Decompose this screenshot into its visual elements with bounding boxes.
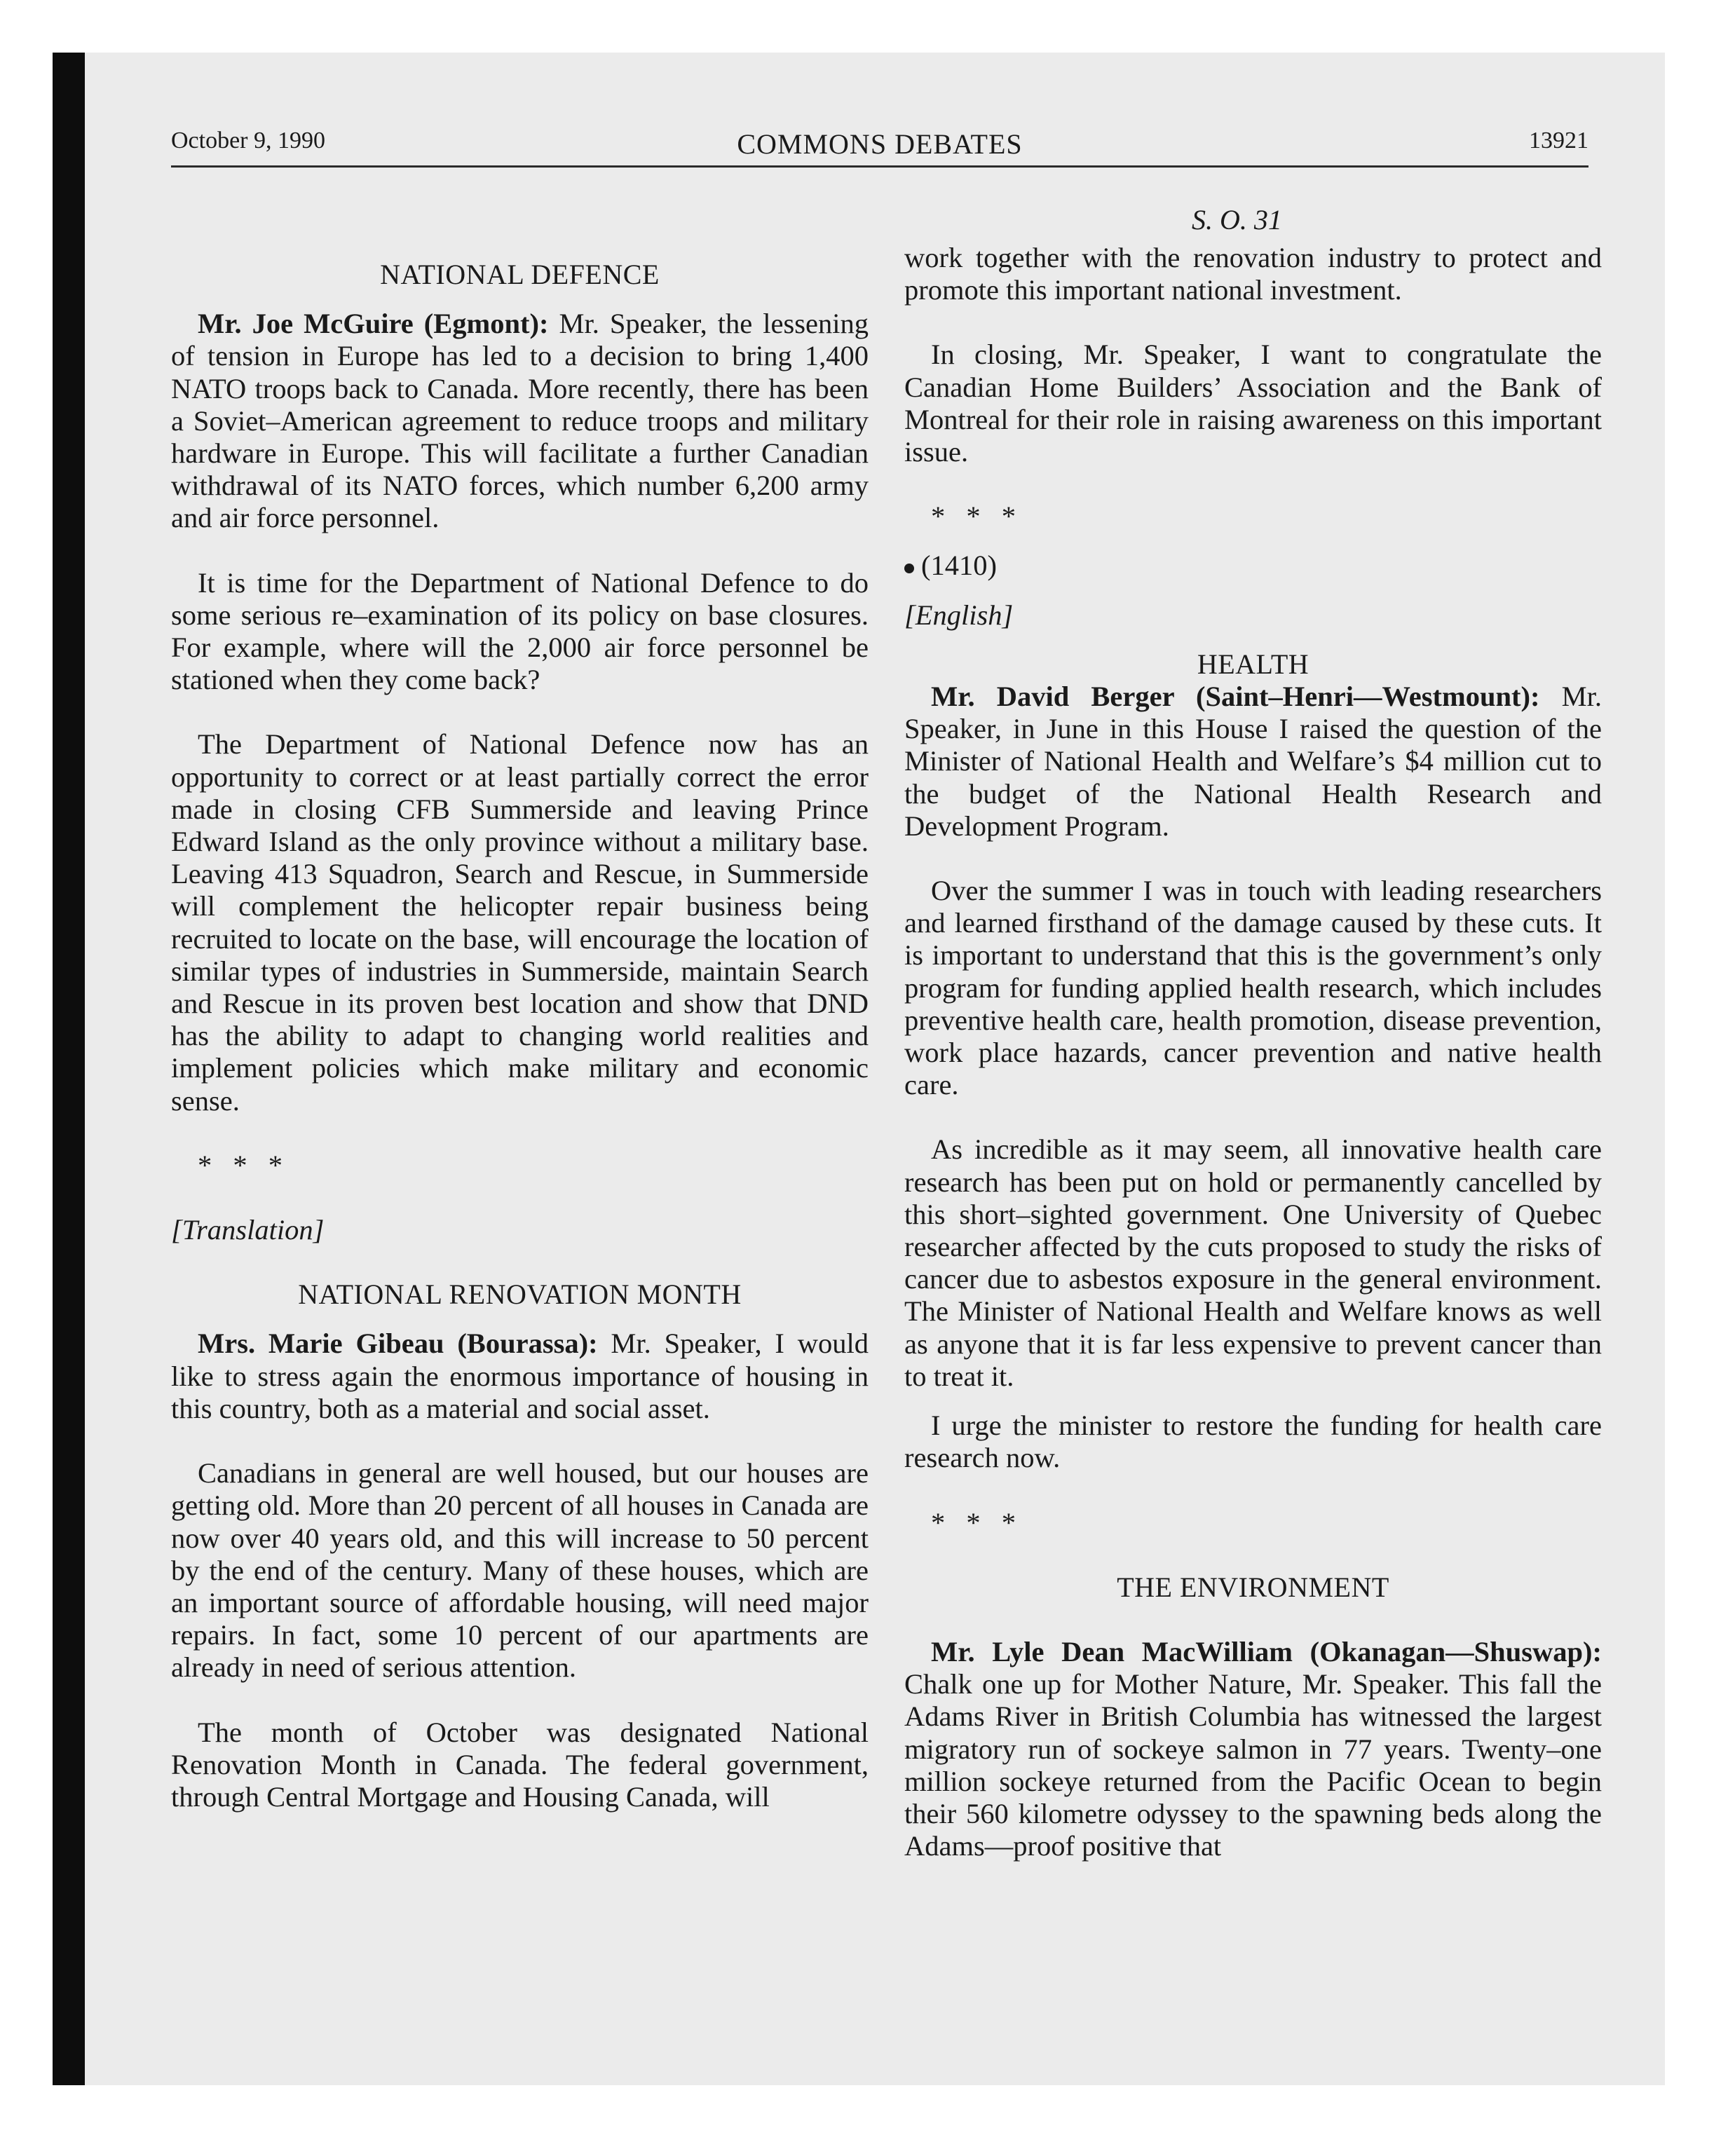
header-page-number: 13921 [1529,128,1588,153]
paragraph [171,1328,869,1425]
section-heading-health: HEALTH [1197,648,1309,680]
language-tag: [English] [904,599,1014,631]
separator: * * * [931,1506,1023,1538]
paragraph: The Department of National Defence now has an opportunity to correct or at least partially correct the error made in closing CFB Summerside and leaving Prince Edward Island as the only province without a military base. Leaving 413 Squadron, Search and Rescue, in Summerside will complement the helicopter repair business being recruited to locate on the base, will encourage the location of similar types of industries in Summerside, maintain Search and Rescue in its proven best location and show that DND has the ability to adapt to changing world realities and implement policies which make military and economic sense. [171,728,869,1117]
paragraph [171,308,869,534]
speaker-name: Mrs. Marie Gibeau (Bourassa): [198,1328,598,1360]
paragraph: work together with the renovation industry to protect and promote this important national investment. [904,242,1602,306]
separator: * * * [931,500,1023,533]
timestamp-text: (1410) [921,550,997,582]
speaker-name: Mr. David Berger (Saint–Henri—Westmount): [931,681,1540,713]
paragraph: It is time for the Department of National Defence to do some serious re–examination of its policy on base closures. For example, where will the 2,000 air force personnel be stationed when they come back? [171,566,869,696]
paragraph-text: Mr. Speaker, I would like to stress again the enormous importance of housing in this country, both as a material and social asset. [171,1328,869,1424]
paragraph-text: Mr. Speaker, the lessening of tension in Europe has led to a decision to bring 1,400 NATO troops back to Canada. More recently, there has been a Soviet–American agreement to reduce troops and military hardware in Europe. This will facilitate a further Canadian withdrawal of its NATO forces, which number 6,200 army and air force personnel. [171,308,869,534]
header-title: COMMONS DEBATES [737,128,1023,160]
section-heading-renovation-month: NATIONAL RENOVATION MONTH [298,1278,742,1311]
bullet-icon [904,564,914,573]
header-rule [171,165,1588,168]
header-date: October 9, 1990 [171,128,326,153]
language-tag: [Translation] [171,1214,325,1246]
speaker-name: Mr. Joe McGuire (Egmont): [198,308,549,340]
paragraph: The month of October was designated National Renovation Month in Canada. The federal government, through Central Mortgage and Housing Canada, will [171,1716,869,1813]
separator: * * * [198,1149,290,1181]
right-column [904,242,1602,1862]
page-header [171,128,1588,167]
section-heading-national-defence: NATIONAL DEFENCE [380,259,660,290]
paragraph [904,1636,1602,1862]
paragraph: As incredible as it may seem, all innovative health care research has been put on hold or permanently cancelled by this short–sighted government. One University of Quebec researcher affected by the cuts proposed to study the risks of cancer due to asbestos exposure in the general environment. The Minister of National Health and Welfare knows as well as anyone that it is far less expensive to prevent cancer than to treat it. [904,1133,1602,1392]
running-head: S. O. 31 [1192,204,1282,236]
paragraph: In closing, Mr. Speaker, I want to congratulate the Canadian Home Builders’ Association and the Bank of Montreal for their role in raising awareness on this important issue. [904,339,1602,468]
paragraph-text: Chalk one up for Mother Nature, Mr. Speaker. This fall the Adams River in British Columbia has witnessed the largest migratory run of sockeye salmon in 77 years. Twenty–one million sockeye returned from the Pacific Ocean to begin their 560 kilometre odyssey to the spawning beds along the Adams—proof positive that [904,1668,1602,1862]
paragraph: Canadians in general are well housed, but our houses are getting old. More than 20 percent of all houses in Canada are now over 40 years old, and this will increase to 50 percent by the end of the century. Many of these houses, which are an important source of affordable housing, will need major repairs. In fact, some 10 percent of our apartments are already in need of serious attention. [171,1457,869,1684]
paragraph [904,681,1602,842]
paragraph: Over the summer I was in touch with leading researchers and learned firsthand of the damage caused by these cuts. It is important to understand that this is the government’s only program for funding applied health research, which includes preventive health care, health promotion, disease prevention, work place hazards, cancer prevention and native health care. [904,875,1602,1101]
left-column [171,242,869,1813]
scan-edge-bar [53,53,85,2085]
timestamp [904,550,1602,582]
paragraph-text: Mr. Speaker, in June in this House I raised the question of the Minister of National Health and Welfare’s $4 million cut to the budget of the National Health Research and Development Program. [904,681,1602,842]
section-heading-environment: THE ENVIRONMENT [1117,1571,1389,1603]
speaker-name: Mr. Lyle Dean MacWilliam (Okanagan—Shuswap): [931,1635,1602,1667]
paragraph: I urge the minister to restore the funding for health care research now. [904,1410,1602,1474]
